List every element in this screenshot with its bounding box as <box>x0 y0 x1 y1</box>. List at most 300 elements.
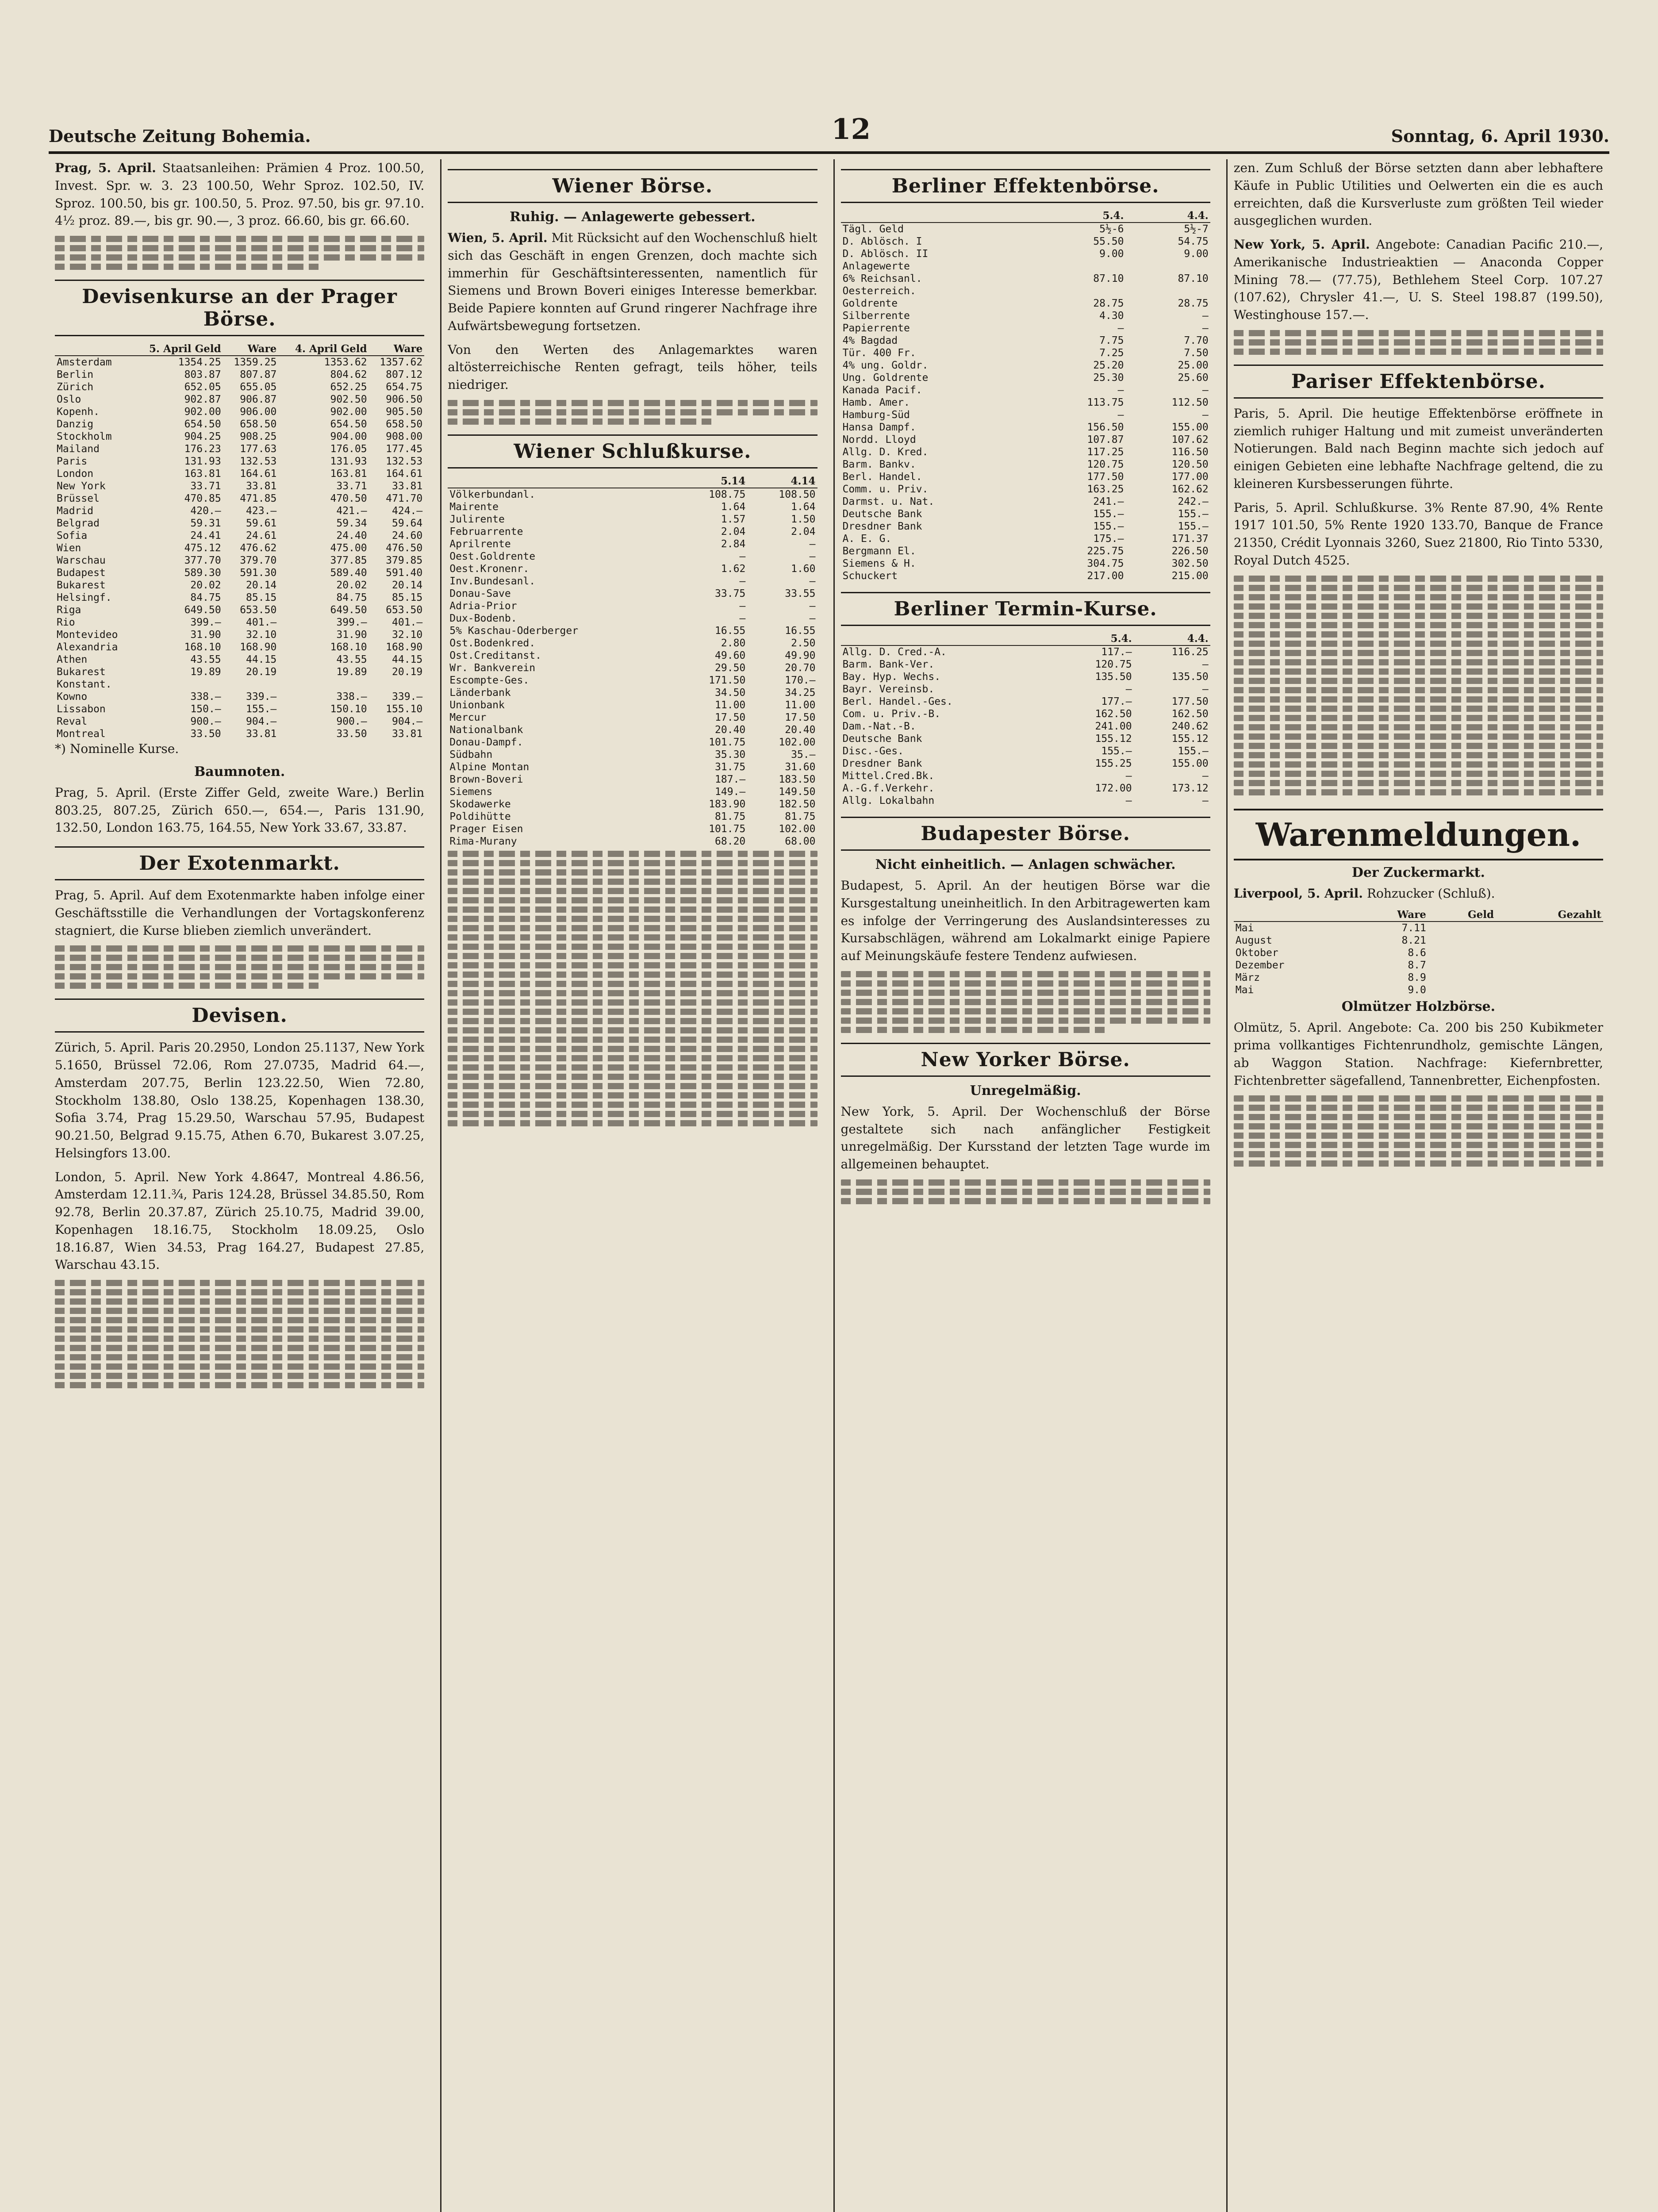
text-line <box>448 400 817 406</box>
table-row <box>448 612 817 625</box>
row-value: 338.— <box>336 691 367 703</box>
table-row <box>841 545 1210 557</box>
row-label: Julirente <box>449 513 505 525</box>
table-row <box>841 310 1210 322</box>
section-heading-pariser-effektenboerse: Pariser Effektenbörse. <box>1234 365 1603 399</box>
header-cell: 5. April Geld <box>132 342 223 356</box>
row-label: Comm. u. Priv. <box>842 484 929 495</box>
row-value: 176.05 <box>330 443 367 455</box>
row-value: — <box>1202 323 1209 334</box>
row-value: 8.9 <box>1408 972 1426 984</box>
row-value: 120.50 <box>1171 459 1209 470</box>
row-value: 120.75 <box>1095 659 1132 670</box>
row-value: 33.81 <box>246 728 277 740</box>
header-cell <box>841 209 1041 223</box>
row-value: 9.0 <box>1408 984 1426 996</box>
issue-date: Sonntag, 6. April 1930. <box>1391 126 1609 146</box>
row-value: 155.10 <box>386 703 423 715</box>
text-line <box>1234 1114 1603 1120</box>
row-value: 9.00 <box>1099 248 1124 260</box>
row-value: 112.50 <box>1171 397 1209 408</box>
text-line <box>55 1373 424 1379</box>
table-header-row <box>841 209 1210 223</box>
table-row <box>448 662 817 674</box>
row-label: Hansa Dampf. <box>842 422 916 433</box>
row-value: 54.75 <box>1178 236 1209 247</box>
table-row <box>841 782 1210 795</box>
header-cell: Ware <box>369 342 425 356</box>
text-line <box>1234 1160 1603 1167</box>
row-label: Oesterreich. <box>842 285 916 297</box>
table-row <box>55 430 424 443</box>
row-label: Mercur <box>449 711 487 723</box>
table-row <box>448 736 817 749</box>
row-value: 120.75 <box>1087 459 1124 470</box>
row-value: 470.50 <box>330 493 367 504</box>
text-line <box>55 1280 424 1286</box>
table-row <box>841 557 1210 570</box>
row-label: Montreal <box>57 728 106 740</box>
row-value: 1.60 <box>791 563 816 575</box>
row-value: 35.— <box>791 749 816 760</box>
row-value: 904.25 <box>184 431 221 442</box>
row-value: 155.— <box>1178 521 1209 532</box>
header-cell: 4.4. <box>1134 632 1210 645</box>
row-value: 107.87 <box>1087 434 1124 445</box>
column-1 <box>49 159 430 2212</box>
row-value: 163.25 <box>1087 484 1124 495</box>
row-value: 183.50 <box>779 773 816 785</box>
row-label: Bukarest <box>57 580 106 591</box>
header-cell <box>841 632 1057 645</box>
row-value: 338.— <box>190 691 221 703</box>
row-label: Ost.Bodenkred. <box>449 637 536 649</box>
text-line <box>1234 780 1603 786</box>
table-row <box>841 273 1210 285</box>
text-line <box>448 860 817 866</box>
row-value: 28.75 <box>1093 298 1124 309</box>
header-cell: Ware <box>223 342 279 356</box>
row-value: 177.63 <box>240 443 277 455</box>
text-line <box>448 1111 817 1117</box>
row-label: Donau-Dampf. <box>449 736 523 748</box>
row-value: 168.90 <box>240 641 277 653</box>
table-row <box>55 554 424 567</box>
text-line <box>1234 631 1603 637</box>
table-row <box>841 795 1210 807</box>
row-value: 7.11 <box>1401 922 1426 934</box>
row-value <box>1428 984 1496 996</box>
row-value: 29.50 <box>715 662 746 674</box>
row-value: 155.00 <box>1171 422 1209 433</box>
text-line <box>1234 724 1603 730</box>
row-value: 379.85 <box>386 555 423 566</box>
row-label: Ost.Creditanst. <box>449 649 541 661</box>
subheading-zuckermarkt: Der Zuckermarkt. <box>1351 864 1485 880</box>
row-value: 168.10 <box>330 641 367 653</box>
row-value <box>1496 984 1603 996</box>
header-cell: Gezahlt <box>1496 908 1603 922</box>
text-line <box>1234 706 1603 712</box>
row-value: 1359.25 <box>234 357 277 368</box>
row-value: — <box>1202 795 1209 806</box>
row-value: 132.53 <box>240 456 277 467</box>
table-header-row <box>841 632 1210 645</box>
row-label: Siemens <box>449 786 493 798</box>
row-value: 155.00 <box>1171 758 1209 769</box>
text-line <box>841 1008 1210 1014</box>
table-row <box>448 786 817 798</box>
table-row <box>841 757 1210 770</box>
table-row <box>841 458 1210 471</box>
text-line <box>841 1027 1107 1033</box>
row-value: 20.14 <box>246 580 277 591</box>
wiener-paragraph-2: Von den Werten des Anlagemarktes waren altösterreichische Renten gefragt, teils höher, teils niedriger. <box>448 342 817 392</box>
row-value: 43.55 <box>190 654 221 665</box>
table-row <box>448 588 817 600</box>
row-value: 24.61 <box>246 530 277 541</box>
row-value: 5½-6 <box>1099 223 1124 235</box>
row-value: 164.61 <box>240 468 277 480</box>
paragraph-lead: Prag, 5. April. <box>55 161 156 175</box>
table-row <box>841 421 1210 434</box>
row-value: 32.10 <box>392 629 423 641</box>
row-label: Kopenh. <box>57 406 100 418</box>
table-header-row <box>55 342 424 356</box>
text-line <box>55 1326 424 1333</box>
row-value: 176.23 <box>184 443 221 455</box>
row-value: 108.75 <box>709 488 746 500</box>
table-row <box>841 520 1210 533</box>
text-line <box>448 1102 817 1108</box>
row-value: 649.50 <box>330 604 367 616</box>
text-line <box>841 1189 1210 1195</box>
text-line <box>1234 1151 1603 1157</box>
row-value: 902.87 <box>184 394 221 405</box>
row-value <box>1428 959 1496 972</box>
row-value <box>1041 260 1125 273</box>
row-value: 807.87 <box>240 369 277 380</box>
row-value: 31.75 <box>715 761 746 773</box>
row-label: Rima-Murany <box>449 835 517 847</box>
table-row <box>841 658 1210 671</box>
row-value: 908.25 <box>240 431 277 442</box>
text-line <box>841 990 1210 996</box>
text-line <box>1234 668 1603 675</box>
row-label: Wien <box>57 542 81 554</box>
row-value: 16.55 <box>785 625 816 637</box>
row-label: Oest.Goldrente <box>449 550 536 562</box>
row-label: Poldihütte <box>449 810 511 822</box>
row-label: Goldrente <box>842 298 898 309</box>
header-cell: 4.4. <box>1126 209 1210 223</box>
row-label: August <box>1235 935 1272 947</box>
text-line <box>448 869 817 876</box>
row-value: 653.50 <box>386 604 423 616</box>
zucker-table-body <box>1234 922 1603 996</box>
row-label: Mairente <box>449 501 499 513</box>
text-line <box>1234 771 1603 777</box>
zucker-table <box>1234 908 1603 996</box>
row-value <box>132 678 223 691</box>
row-label: Brüssel <box>57 493 100 504</box>
row-value: 225.75 <box>1087 545 1124 557</box>
table-row <box>448 526 817 538</box>
row-value: 183.90 <box>709 798 746 810</box>
text-line <box>55 1336 424 1342</box>
row-value: 8.21 <box>1401 935 1426 947</box>
row-value: 7.70 <box>1184 335 1209 346</box>
row-value: 654.50 <box>330 419 367 430</box>
page-number: 12 <box>831 113 871 146</box>
row-value: — <box>1125 770 1132 782</box>
row-value: — <box>1202 684 1209 695</box>
row-label: Lissabon <box>57 703 106 715</box>
row-value: 87.10 <box>1178 273 1209 284</box>
row-value: 476.62 <box>240 542 277 554</box>
row-value: 107.62 <box>1171 434 1209 445</box>
row-value: 420.— <box>190 505 221 517</box>
row-value: 900.— <box>190 716 221 727</box>
row-value: 1354.25 <box>178 357 221 368</box>
row-label: Nordd. Lloyd <box>842 434 916 445</box>
row-label: Ung. Goldrente <box>842 372 929 384</box>
table-row <box>55 691 424 703</box>
text-line <box>1234 752 1603 758</box>
table-header-row <box>1234 908 1603 922</box>
text-line <box>448 1064 817 1071</box>
table-row <box>55 604 424 616</box>
text-line <box>448 1055 817 1061</box>
text-line <box>841 999 1210 1005</box>
text-line <box>448 944 817 950</box>
row-value: 163.81 <box>330 468 367 480</box>
table-row <box>1234 922 1603 934</box>
row-value: 173.12 <box>1171 783 1209 794</box>
row-label: Berlin <box>57 369 94 380</box>
subheading-budapest: Nicht einheitlich. — Anlagen schwächer. <box>875 857 1176 872</box>
row-value <box>1428 922 1496 934</box>
row-value <box>1126 285 1210 297</box>
row-label: Anlagewerte <box>842 261 910 272</box>
row-label: Alexandria <box>57 641 118 653</box>
row-value: — <box>1202 770 1209 782</box>
row-value: 81.75 <box>715 810 746 822</box>
text-line <box>448 934 817 941</box>
table-row <box>448 687 817 699</box>
row-value: 905.50 <box>386 406 423 418</box>
row-value: 164.61 <box>386 468 423 480</box>
row-value: 2.04 <box>721 526 746 538</box>
header-cell: 4.14 <box>747 475 817 488</box>
row-label: 5% Kaschau-Oderberger <box>449 625 579 637</box>
row-value: 33.50 <box>190 728 221 740</box>
row-value: 20.02 <box>336 580 367 591</box>
row-value: — <box>739 575 746 587</box>
row-value: 177.— <box>1101 696 1132 707</box>
table-row <box>55 369 424 381</box>
row-value: 649.50 <box>184 604 221 616</box>
paragraph-lead: Wien, 5. April. <box>448 230 548 245</box>
text-line <box>1234 659 1603 665</box>
text-line <box>1234 349 1603 355</box>
table-row <box>448 563 817 575</box>
exoten-paragraph: Prag, 5. April. Auf dem Exotenmarkte haben infolge einer Geschäftsstille die Verhandlungen der Vortagskonferenz stagniert, die Kurse blieben ziemlich unverändert. <box>55 888 425 938</box>
table-row <box>55 393 424 406</box>
london-paragraph: London, 5. April. New York 4.8647, Montreal 4.86.56, Amsterdam 12.11.¾, Paris 124.28, Brüssel 34.85.50, Rom 92.78, Berlin 20.37.87, Zürich 25.10.75, Madrid 39.00, Kopenhagen 18.16.75, Stockholm 18.09.25, Oslo 18.16.87, Wien 34.53, Prag 164.27, Budapest 27.85, Warschau 43.15. <box>55 1169 425 1272</box>
row-label: Konstant. <box>57 679 112 690</box>
text-line <box>1234 339 1603 346</box>
row-value: 591.40 <box>386 567 423 579</box>
table-row <box>55 443 424 455</box>
text-line <box>1234 733 1603 740</box>
row-value: 187.— <box>715 773 746 785</box>
row-value: 17.50 <box>715 711 746 723</box>
row-value: 2.50 <box>791 637 816 649</box>
row-value: 242.— <box>1178 496 1209 507</box>
row-value: 16.55 <box>715 625 746 637</box>
row-label: Völkerbundanl. <box>449 488 536 500</box>
row-value <box>1428 972 1496 984</box>
text-line <box>1234 1142 1603 1148</box>
row-value: 1.62 <box>721 563 746 575</box>
text-line <box>1234 603 1603 610</box>
text-line <box>55 1298 424 1305</box>
row-value: — <box>809 538 816 550</box>
masthead <box>49 111 1609 154</box>
row-value: 424.— <box>392 505 423 517</box>
row-value: 33.50 <box>336 728 367 740</box>
table-row <box>841 671 1210 683</box>
row-value: 155.— <box>1093 508 1124 520</box>
row-value: 43.55 <box>336 654 367 665</box>
row-value: 155.— <box>1101 745 1132 757</box>
text-line <box>1234 650 1603 656</box>
row-label: Riga <box>57 604 81 616</box>
text-line <box>55 1382 424 1388</box>
table-row <box>448 711 817 724</box>
section-heading-devisenkurse-prag: Devisenkurse an der Prager Börse. <box>55 280 424 336</box>
row-value: 9.00 <box>1184 248 1209 260</box>
row-value: 149.— <box>715 786 746 798</box>
row-label: Madrid <box>57 505 94 517</box>
row-value: 117.25 <box>1087 446 1124 458</box>
row-value: 31.60 <box>785 761 816 773</box>
text-line <box>841 980 1210 987</box>
row-label: Mittel.Cred.Bk. <box>842 770 935 782</box>
header-cell: 5.4. <box>1057 632 1133 645</box>
row-value: 807.12 <box>386 369 423 380</box>
row-label: D. Ablösch. II <box>842 248 929 260</box>
row-value: 20.02 <box>190 580 221 591</box>
text-line <box>1234 715 1603 721</box>
row-label: Dux-Bodenb. <box>449 612 517 624</box>
row-value: 655.05 <box>240 381 277 393</box>
row-value: 401.— <box>392 617 423 628</box>
row-value: 20.70 <box>785 662 816 674</box>
text-line <box>448 1046 817 1052</box>
table-row <box>448 488 817 501</box>
table-row <box>841 434 1210 446</box>
table-row <box>448 501 817 513</box>
row-label: Danzig <box>57 419 94 430</box>
row-label: Disc.-Ges. <box>842 745 904 757</box>
row-label: Deutsche Bank <box>842 733 922 745</box>
row-value: 902.50 <box>330 394 367 405</box>
row-label: Oest.Kronenr. <box>449 563 530 575</box>
text-line <box>1234 761 1603 768</box>
row-value: 658.50 <box>240 419 277 430</box>
column-4 <box>1226 159 1609 2212</box>
newyork-kurse-paragraph <box>1234 236 1603 324</box>
table-row <box>841 695 1210 708</box>
row-label: Berl. Handel.-Ges. <box>842 696 953 707</box>
row-label: Nationalbank <box>449 724 523 736</box>
text-line <box>448 972 817 978</box>
text-line <box>448 888 817 894</box>
text-line <box>1234 1123 1603 1129</box>
text-line <box>55 1289 424 1295</box>
row-label: Tür. 400 Fr. <box>842 347 916 359</box>
table-header-row <box>448 475 817 488</box>
row-value: 68.00 <box>785 835 816 847</box>
row-value: 162.62 <box>1171 484 1209 495</box>
row-label: Kanada Pacif. <box>842 384 922 396</box>
table-row <box>448 538 817 550</box>
table-row <box>55 616 424 629</box>
header-cell: 4. April Geld <box>278 342 368 356</box>
table-row <box>841 533 1210 545</box>
row-value: — <box>739 600 746 612</box>
row-label: Oktober <box>1235 947 1278 959</box>
devisen-table-body <box>55 356 424 740</box>
row-label: Dresdner Bank <box>842 758 922 769</box>
section-heading-new-yorker-boerse: New Yorker Börse. <box>841 1043 1210 1077</box>
text-line <box>448 981 817 987</box>
row-value: 108.50 <box>779 488 816 500</box>
text-line <box>55 955 424 961</box>
row-value: — <box>1202 659 1209 670</box>
row-value: 906.87 <box>240 394 277 405</box>
row-value: — <box>809 550 816 562</box>
table-row <box>841 733 1210 745</box>
row-label: Bay. Hyp. Wechs. <box>842 671 941 683</box>
row-value: 804.62 <box>330 369 367 380</box>
table-row <box>448 749 817 761</box>
row-value: 168.90 <box>386 641 423 653</box>
row-value: 44.15 <box>246 654 277 665</box>
paragraph-text: Rohzucker (Schluß). <box>1366 886 1495 901</box>
table-row <box>55 492 424 505</box>
row-value: 904.— <box>246 716 277 727</box>
subheading-newyork: Unregelmäßig. <box>970 1083 1081 1098</box>
subheading-baumnoten: Baumnoten. <box>194 764 285 780</box>
row-label: Bergmann El. <box>842 545 916 557</box>
table-row <box>448 625 817 637</box>
row-value: 150.10 <box>330 703 367 715</box>
text-line <box>448 1120 817 1126</box>
table-row <box>841 248 1210 260</box>
row-value: 241.00 <box>1095 721 1132 732</box>
table-row <box>55 381 424 393</box>
row-value: 339.— <box>392 691 423 703</box>
text-line <box>448 990 817 996</box>
row-value: 84.75 <box>190 592 221 603</box>
row-value: 902.00 <box>330 406 367 418</box>
wiener-paragraph <box>448 229 817 335</box>
row-value: 33.75 <box>715 588 746 599</box>
row-value <box>1496 922 1603 934</box>
